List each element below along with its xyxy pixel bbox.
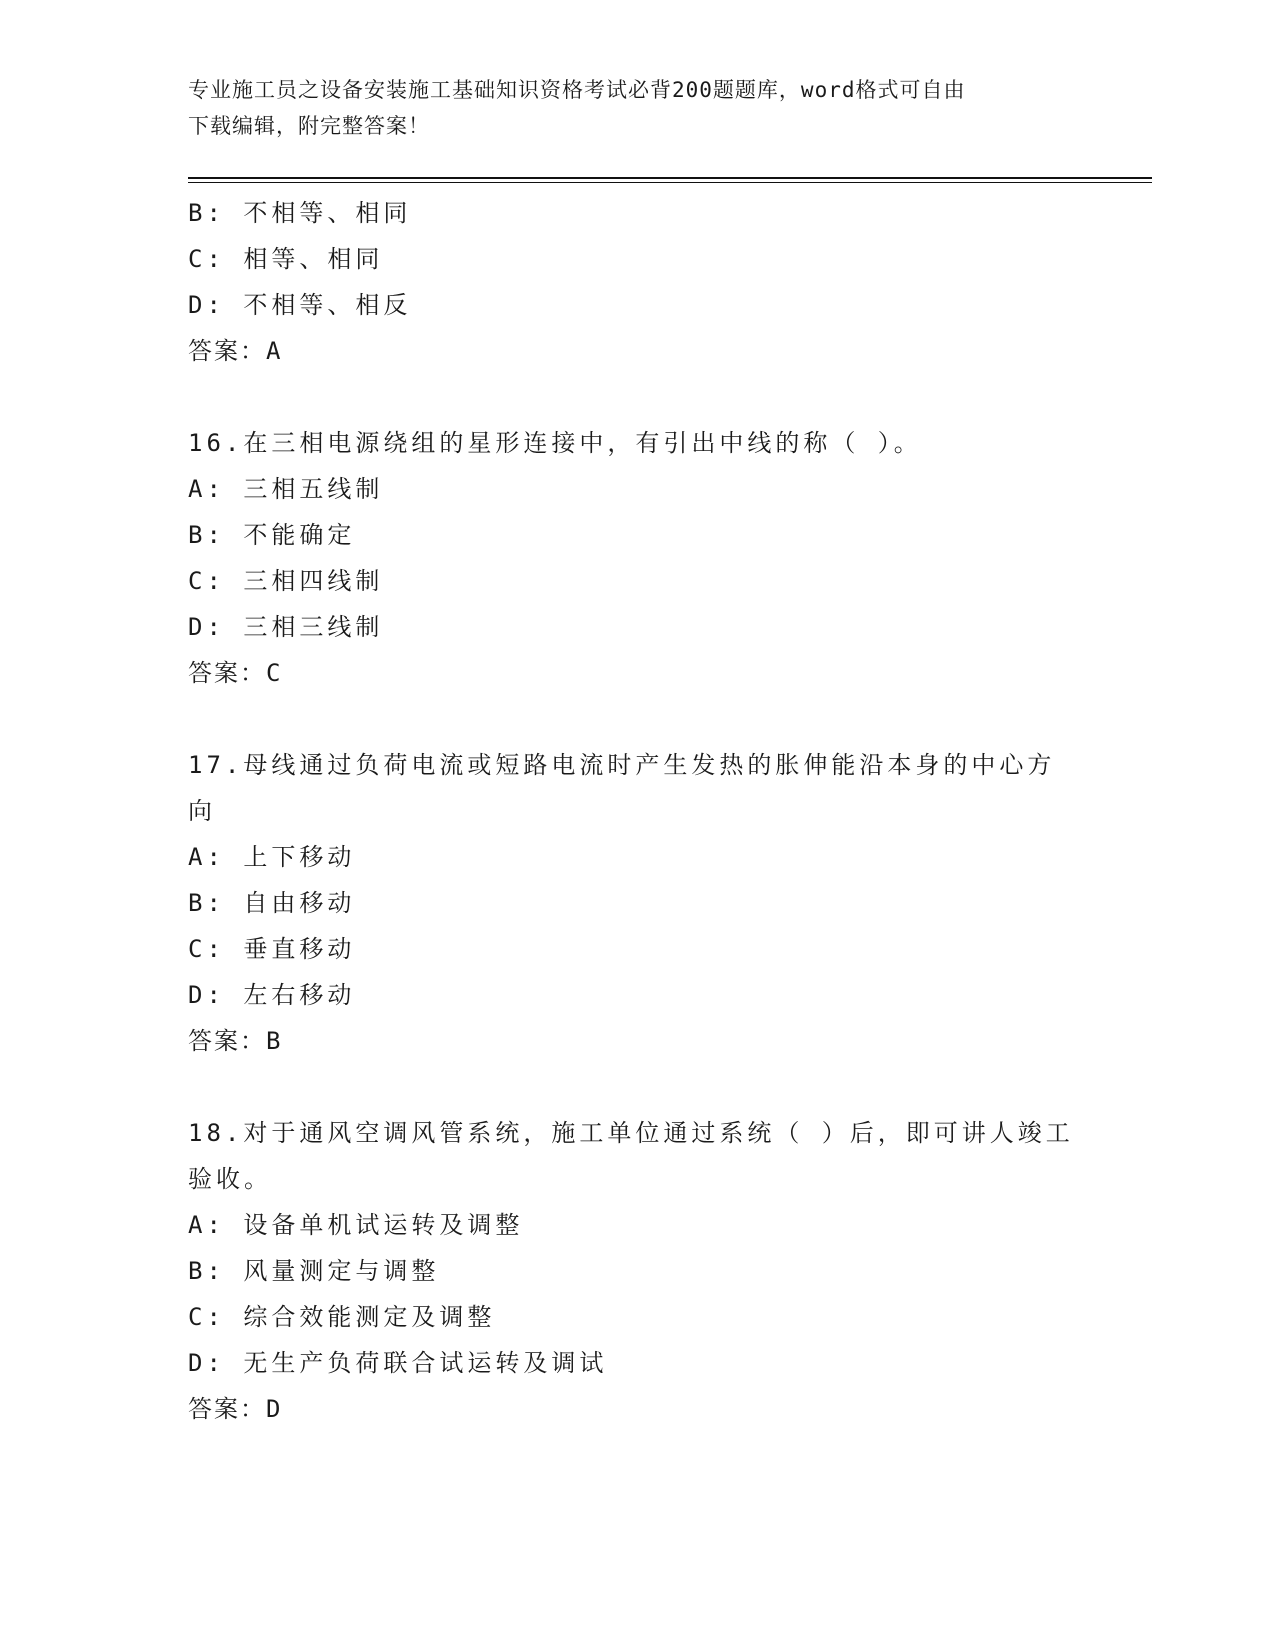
answer-line: [188, 1018, 1088, 1064]
question-continued: [188, 190, 1088, 374]
question-18: [188, 1110, 1088, 1432]
header-line-2: 下载编辑，附完整答案！: [188, 114, 430, 138]
option-b: B: 自由移动: [188, 889, 356, 917]
question-16: [188, 420, 1088, 696]
option-c: C: 三相四线制: [188, 567, 384, 595]
answer-label: 答案：: [188, 1395, 266, 1423]
answer-label: 答案：: [188, 1027, 266, 1055]
option-a: A: 三相五线制: [188, 475, 384, 503]
option-a: A: 上下移动: [188, 843, 356, 871]
question-list: [188, 190, 1088, 1432]
answer-line: [188, 650, 1088, 696]
answer-line: [188, 328, 1088, 374]
question-stem: 16.在三相电源绕组的星形连接中，有引出中线的称（ ）。: [188, 429, 922, 457]
option-b: B: 不相等、相同: [188, 199, 412, 227]
question-stem: 17.母线通过负荷电流或短路电流时产生发热的胀伸能沿本身的中心方向: [188, 751, 1056, 825]
option-d: D: 三相三线制: [188, 613, 384, 641]
answer-value: A: [266, 337, 283, 365]
question-17: [188, 742, 1088, 1064]
option-c: C: 综合效能测定及调整: [188, 1303, 496, 1331]
header-line-1: 专业施工员之设备安装施工基础知识资格考试必背200题题库，word格式可自由: [188, 78, 966, 102]
option-d: D: 无生产负荷联合试运转及调试: [188, 1349, 608, 1377]
answer-label: 答案：: [188, 337, 266, 365]
answer-value: D: [266, 1395, 283, 1423]
option-b: B: 不能确定: [188, 521, 356, 549]
option-b: B: 风量测定与调整: [188, 1257, 440, 1285]
option-a: A: 设备单机试运转及调整: [188, 1211, 524, 1239]
answer-line: [188, 1386, 1088, 1432]
option-c: C: 相等、相同: [188, 245, 384, 273]
header-divider-thick: [188, 177, 1152, 179]
document-header: [188, 72, 1068, 144]
question-stem: 18.对于通风空调风管系统，施工单位通过系统（ ）后，即可讲人竣工验收。: [188, 1119, 1074, 1193]
option-c: C: 垂直移动: [188, 935, 356, 963]
option-d: D: 左右移动: [188, 981, 356, 1009]
answer-value: C: [266, 659, 283, 687]
answer-value: B: [266, 1027, 283, 1055]
answer-label: 答案：: [188, 659, 266, 687]
header-divider-thin: [188, 182, 1152, 183]
option-d: D: 不相等、相反: [188, 291, 412, 319]
